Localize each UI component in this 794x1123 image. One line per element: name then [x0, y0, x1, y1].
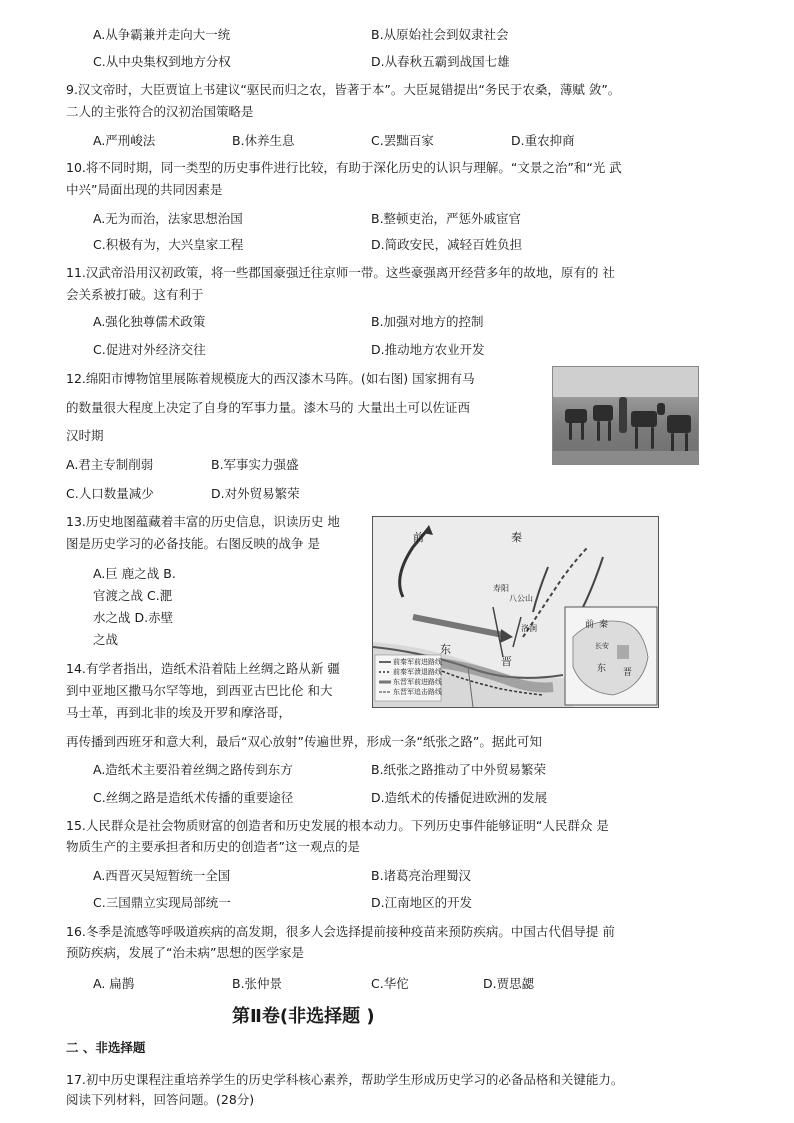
q13-options-line1: A.巨 鹿之战 B. [93, 566, 176, 581]
q11-option-b: B.加强对地方的控制 [371, 314, 484, 329]
q8-option-a: A.从争霸兼并走向大一统 [93, 27, 231, 42]
q14-stem-line1: 14.有学者指出，造纸术沿着陆上丝绸之路从新 疆 [66, 661, 340, 676]
q13-options-line3: 水之战 D.赤壁 [93, 610, 174, 625]
q13-stem-line2: 图是历史学习的必备技能。右图反映的战争 是 [66, 536, 320, 551]
map-label-jin: 晋 [501, 655, 512, 668]
q8-option-d: D.从春秋五霸到战国七雄 [371, 54, 510, 69]
part2-title: 第Ⅱ卷(非选择题 ) [232, 1006, 375, 1027]
map-legend-3: 东晋军前进路线 [393, 678, 442, 686]
q10-option-d: D.简政安民，减轻百姓负担 [371, 237, 523, 252]
q12-option-b: B.军事实力强盛 [211, 457, 299, 472]
map-label-qian: 前 [413, 531, 424, 544]
q12-stem-line1: 12.绵阳市博物馆里展陈着规模庞大的西汉漆木马阵。(如右图) 国家拥有马 [66, 371, 475, 386]
q13-options-line2: 官渡之战 C.淝 [93, 588, 173, 603]
q14-stem-line3: 马士革，再到北非的埃及开罗和摩洛哥， [66, 705, 292, 720]
q8-option-c: C.从中央集权到地方分权 [93, 54, 231, 69]
q15-option-a: A.西晋灭吴短暂统一全国 [93, 868, 231, 883]
q13-stem-line1: 13.历史地图蕴藏着丰富的历史信息，识读历史 地 [66, 514, 340, 529]
map-legend-4: 东晋军追击路线 [393, 688, 442, 696]
q11-stem-line1: 11.汉武帝沿用汉初政策，将一些郡国豪强迁往京师一带。这些豪强离开经营多年的故地，原有的 社 [66, 265, 615, 280]
q14-option-c: C.丝绸之路是造纸术传播的重要途径 [93, 790, 294, 805]
q16-option-d: D.贾思勰 [483, 976, 535, 991]
q16-option-b: B.张仲景 [232, 976, 283, 991]
q10-option-c: C.积极有为，大兴皇家工程 [93, 237, 244, 252]
q9-stem-line2: 二人的主张符合的汉初治国策略是 [66, 104, 254, 119]
q10-stem-line1: 10.将不同时期，同一类型的历史事件进行比较，有助于深化历史的认识与理解。“文景之治”和“光 武 [66, 160, 622, 175]
q12-option-d: D.对外贸易繁荣 [211, 486, 300, 501]
q12-stem-line3: 汉时期 [66, 428, 104, 443]
map-label-luojian: 洛涧 [521, 624, 537, 633]
q12-option-c: C.人口数量减少 [66, 486, 154, 501]
q11-stem-line2: 会关系被打破。这有利于 [66, 287, 204, 302]
map-label-shouyang: 寿阳 [493, 584, 509, 593]
inset-label-qin: 秦 [599, 620, 609, 630]
inset-label-jin: 晋 [623, 668, 633, 678]
map-legend-2: 前秦军溃退路线 [393, 668, 442, 676]
q8-option-b: B.从原始社会到奴隶社会 [371, 27, 509, 42]
q11-option-a: A.强化独尊儒术政策 [93, 314, 206, 329]
section2-heading: 二 、非选择题 [66, 1040, 146, 1055]
map-label-qin: 秦 [511, 531, 522, 544]
q10-stem-line2: 中兴”局面出现的共同因素是 [66, 182, 223, 197]
q14-option-a: A.造纸术主要沿着丝绸之路传到东方 [93, 762, 293, 777]
q15-option-b: B.诸葛亮治理蜀汉 [371, 868, 472, 883]
q9-option-d: D.重农抑商 [511, 133, 575, 148]
q16-stem-line2: 预防疾病，发展了“治未病”思想的医学家是 [66, 945, 304, 960]
q11-option-d: D.推动地方农业开发 [371, 342, 485, 357]
q12-option-a: A.君主专制削弱 [66, 457, 154, 472]
q9-option-a: A.严刑峻法 [93, 133, 156, 148]
q10-option-b: B.整顿吏治，严惩外戚宦官 [371, 211, 522, 226]
lacquer-horse-photo [552, 366, 699, 465]
q13-options-line4: 之战 [93, 632, 119, 647]
q9-option-c: C.罢黜百家 [371, 133, 434, 148]
q17-stem-line1: 17.初中历史课程注重培养学生的历史学科核心素养，帮助学生形成历史学习的必备品格和关键能力。 [66, 1072, 624, 1087]
map-label-baigong: 八公山 [509, 594, 533, 603]
q16-stem-line1: 16.冬季是流感等呼吸道疾病的高发期，很多人会选择提前接种疫苗来预防疾病。中国古代倡导提 前 [66, 924, 615, 939]
q10-option-a: A.无为而治，法家思想治国 [93, 211, 243, 226]
inset-label-dong: 东 [597, 664, 607, 674]
q15-stem-line1: 15.人民群众是社会物质财富的创造者和历史发展的根本动力。下列历史事件能够证明“人民群众 是 [66, 818, 609, 833]
q11-option-c: C.促进对外经济交往 [93, 342, 206, 357]
q9-stem-line1: 9.汉文帝时，大臣贾谊上书建议“驱民而归之农，皆著于本”。大臣晁错提出“务民于农桑，薄赋 敛”。 [66, 82, 621, 97]
q14-stem-line2: 到中亚地区撒马尔罕等地，到西亚古巴比伦 和大 [66, 683, 333, 698]
q14-option-b: B.纸张之路推动了中外贸易繁荣 [371, 762, 547, 777]
q14-stem-line4: 再传播到西班牙和意大利，最后“双心放射”传遍世界，形成一条“纸张之路”。据此可知 [66, 734, 542, 749]
battle-map [372, 516, 659, 708]
q16-option-a: A. 扁鹊 [93, 976, 135, 991]
q17-stem-line2: 阅读下列材料，回答问题。(28分) [66, 1092, 255, 1107]
q16-option-c: C.华佗 [371, 976, 409, 991]
inset-label-qian: 前 [585, 620, 595, 630]
q15-stem-line2: 物质生产的主要承担者和历史的创造者”这一观点的是 [66, 839, 360, 854]
q12-stem-line2: 的数量很大程度上决定了自身的军事力量。漆木马的 大量出土可以佐证西 [66, 400, 470, 415]
map-label-dong: 东 [440, 643, 451, 656]
map-legend-1: 前秦军前进路线 [393, 658, 442, 666]
inset-label-changan: 长安 [595, 642, 609, 650]
q9-option-b: B.休养生息 [232, 133, 295, 148]
q14-option-d: D.造纸术的传播促进欧洲的发展 [371, 790, 548, 805]
q15-option-d: D.江南地区的开发 [371, 895, 473, 910]
q15-option-c: C.三国鼎立实现局部统一 [93, 895, 231, 910]
